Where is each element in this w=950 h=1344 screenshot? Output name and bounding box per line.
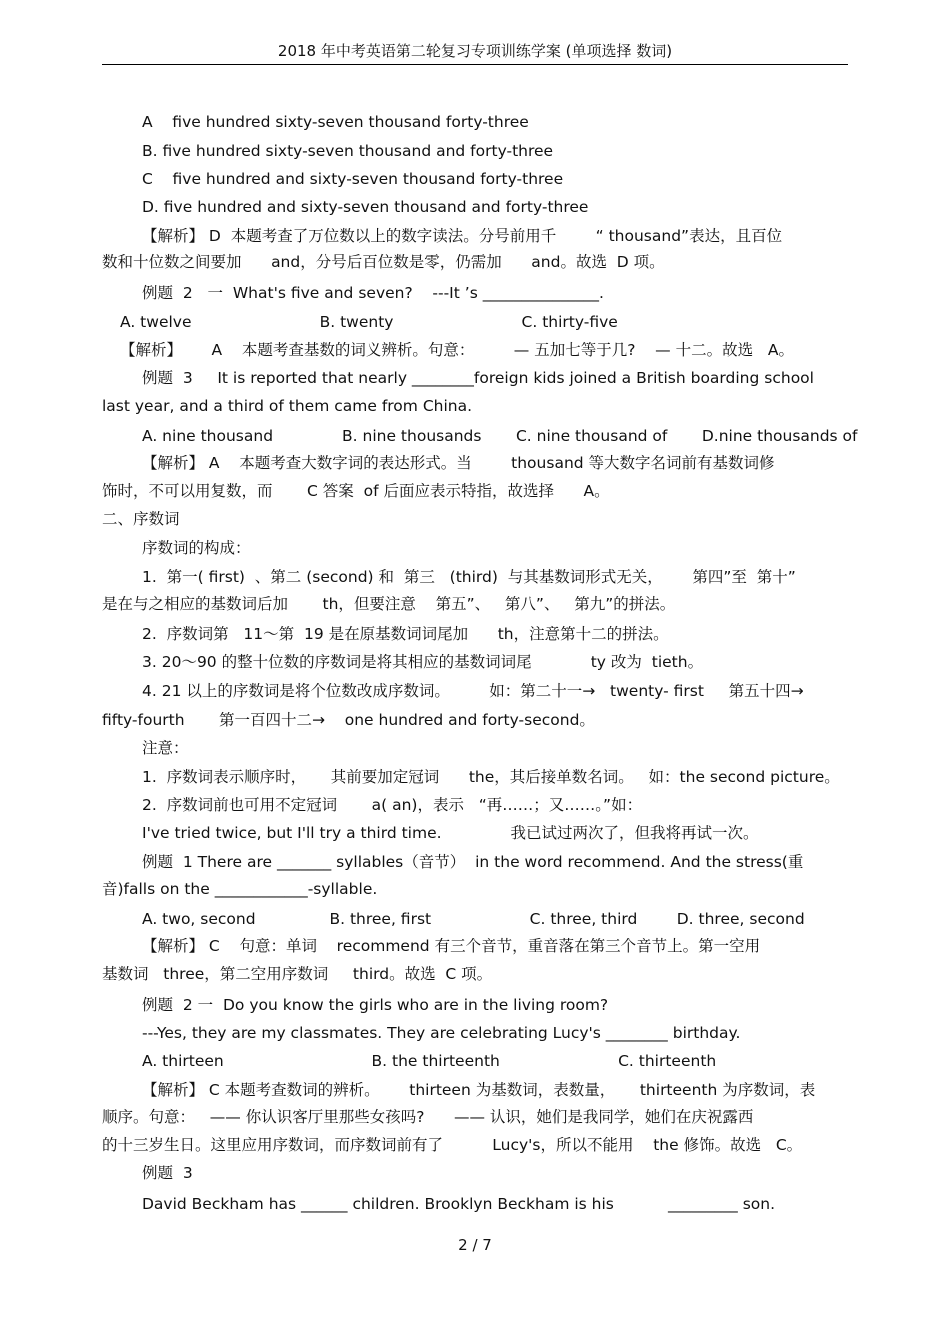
text-line: 1. 第一( first) 、第二 (second) 和 第三 (third) 与其基数词形式无关， 第四”至 第十” — [142, 568, 796, 586]
text-line: last year, and a third of them came from China. — [102, 397, 473, 415]
text-line: 2. 序数词前也可用不定冠词 a( an)，表示 “再……；又……。”如： — [142, 796, 643, 814]
text-line: 例题 3 It is reported that nearly ________foreign kids joined a British boarding school — [142, 369, 814, 387]
text-line: 例题 1 There are _______ syllables（音节） in the word recommend. And the stress(重 — [142, 853, 804, 871]
text-line: 序数词的构成： — [142, 539, 251, 557]
text-line: A. two, second B. three, first C. three, third D. three, second — [142, 910, 805, 928]
text-line: 数和十位数之间要加 and，分号后百位数是零，仍需加 and。故选 D 项。 — [102, 253, 665, 271]
text-line: A five hundred sixty-seven thousand forty-three — [142, 113, 529, 131]
text-line: David Beckham has ______ children. Brooklyn Beckham is his _________ son. — [142, 1195, 776, 1213]
text-line: 的十三岁生日。这里应用序数词，而序数词前有了 Lucy's，所以不能用 the 修饰。故选 C。 — [102, 1136, 803, 1154]
text-line: 例题 2 一 What's five and seven? ---It ’s _______________. — [142, 284, 604, 302]
text-line: D. five hundred and sixty-seven thousand and forty-three — [142, 198, 589, 216]
text-line: 是在与之相应的基数词后加 th，但要注意 第五”、 第八”、 第九”的拼法。 — [102, 595, 676, 613]
text-line: A. twelve B. twenty C. thirty-five — [120, 313, 618, 331]
text-line: 【解析】 A 本题考查基数的词义辨析。句意： — 五加七等于几? — 十二。故选 A。 — [120, 341, 794, 359]
text-line: ---Yes, they are my classmates. They are celebrating Lucy's ________ birthday. — [142, 1024, 741, 1042]
page-header: 2018 年中考英语第二轮复习专项训练学案 (单项选择 数词) — [102, 38, 848, 65]
text-line: 【解析】 A 本题考查大数字词的表达形式。当 thousand 等大数字名词前有基数词修 — [142, 454, 775, 472]
text-line: 4. 21 以上的序数词是将个位数改成序数词。 如：第二十一→ twenty- first 第五十四→ — [142, 682, 804, 700]
text-line: 二、序数词 — [102, 510, 180, 528]
text-line: 2. 序数词第 11～第 19 是在原基数词词尾加 th，注意第十二的拼法。 — [142, 625, 669, 643]
text-line: 【解析】 C 本题考查数词的辨析。 thirteen 为基数词，表数量， thirteenth 为序数词，表 — [142, 1081, 816, 1099]
text-line: fifty-fourth 第一百四十二→ one hundred and forty-second。 — [102, 711, 595, 729]
text-line: B. five hundred sixty-seven thousand and forty-three — [142, 142, 554, 160]
text-line: A. nine thousand B. nine thousands C. nine thousand of D.nine thousands of — [142, 427, 858, 445]
text-line: A. thirteen B. the thirteenth C. thirteenth — [142, 1052, 717, 1070]
text-line: 注意： — [142, 739, 189, 757]
text-line: C five hundred and sixty-seven thousand forty-three — [142, 170, 564, 188]
text-line: 基数词 three，第二空用序数词 third。故选 C 项。 — [102, 965, 493, 983]
text-line: 例题 3 — [142, 1164, 193, 1182]
text-line: 1. 序数词表示顺序时， 其前要加定冠词 the，其后接单数名词。 如：the second picture。 — [142, 768, 840, 786]
text-line: 例题 2 一 Do you know the girls who are in the living room? — [142, 996, 609, 1014]
text-line: 饰时，不可以用复数，而 C 答案 of 后面应表示特指，故选择 A。 — [102, 482, 610, 500]
text-line: 顺序。句意： —— 你认识客厅里那些女孩吗? —— 认识，她们是我同学，她们在庆祝露西 — [102, 1108, 754, 1126]
text-line: 3. 20～90 的整十位数的序数词是将其相应的基数词词尾 ty 改为 tieth。 — [142, 653, 704, 671]
text-line: I've tried twice, but I'll try a third time. 我已试过两次了，但我将再试一次。 — [142, 824, 759, 842]
page-number: 2 / 7 — [458, 1236, 492, 1254]
text-line: 【解析】 D 本题考查了万位数以上的数字读法。分号前用千 “ thousand”表达，且百位 — [142, 227, 783, 245]
text-line: 音)falls on the ____________-syllable. — [102, 880, 378, 898]
text-line: 【解析】 C 句意：单词 recommend 有三个音节，重音落在第三个音节上。第一空用 — [142, 937, 761, 955]
